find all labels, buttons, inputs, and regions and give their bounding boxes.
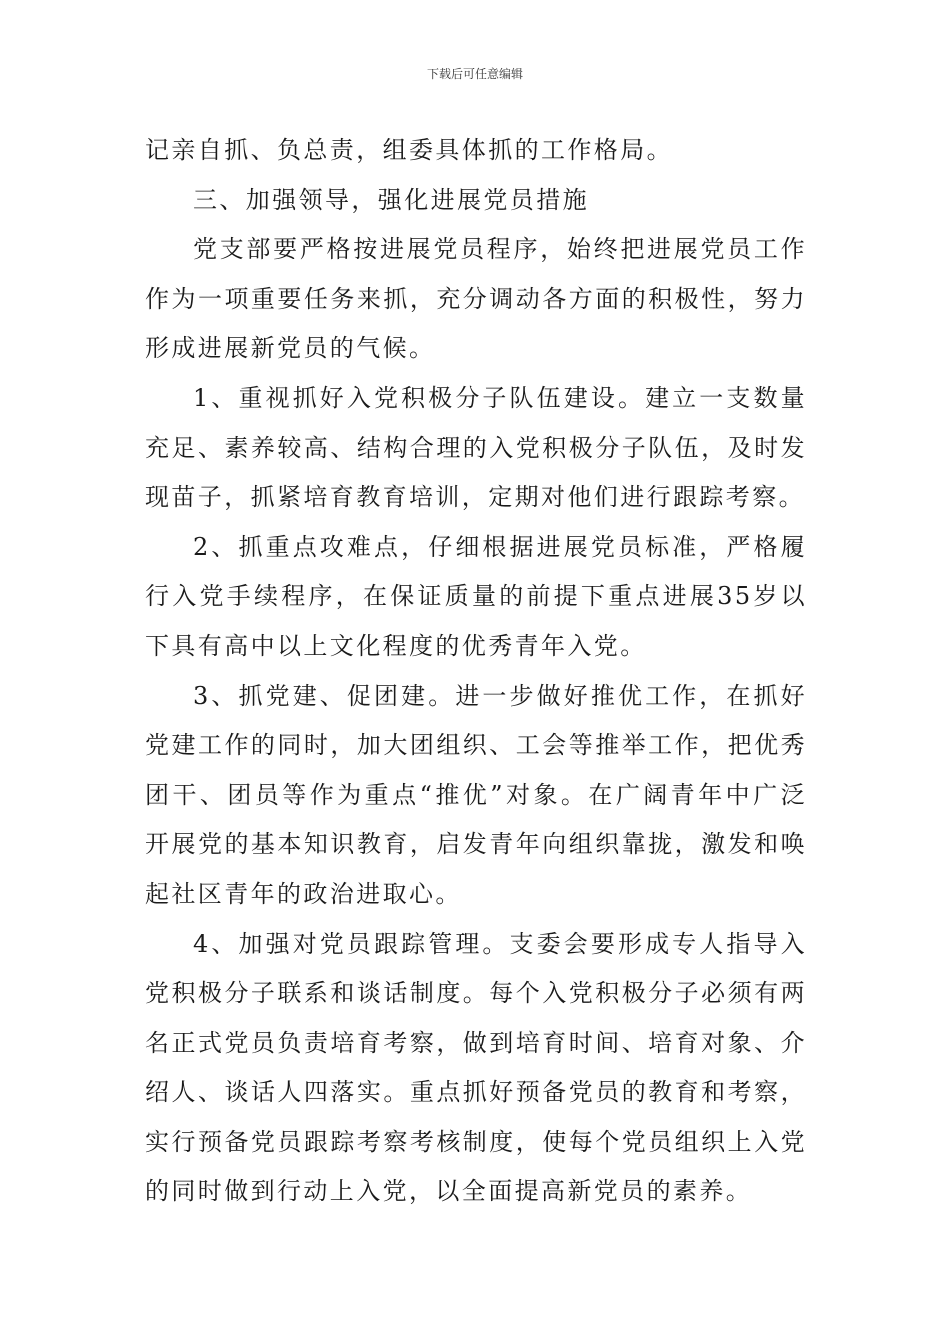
document-body [145,126,807,1217]
paragraph-intro: 党支部要严格按进展党员程序，始终把进展党员工作作为一项重要任务来抓，充分调动各方面的积极性，努力形成进展新党员的气候。 [145,235,807,363]
paragraph-item-1: 1、重视抓好入党积极分子队伍建设。建立一支数量充足、素养较高、结构合理的入党积极分子队伍，及时发现苗子，抓紧培育教育培训，定期对他们进行跟踪考察。 [145,383,807,512]
paragraph-continuation: 记亲自抓、负总责，组委具体抓的工作格局。 [145,136,673,164]
paragraph-item-2: 2、抓重点攻难点，仔细根据进展党员标准，严格履行入党手续程序，在保证质量的前提下重点进展35岁以下具有高中以上文化程度的优秀青年入党。 [145,532,807,660]
paragraph-item-4: 4、加强对党员跟踪管理。支委会要形成专人指导入党积极分子联系和谈话制度。每个入党积极分子必须有两名正式党员负责培育考察，做到培育时间、培育对象、介绍人、谈话人四落实。重点抓好预备党员的教育和考察，实行预备党员跟踪考察考核制度，使每个党员组织上入党的同时做到行动上入党，以全面提高新党员的素养。 [145,929,807,1206]
section-heading: 三、加强领导，强化进展党员措施 [193,185,589,214]
page-header-note: 下载后可任意编辑 [426,67,523,81]
paragraph-item-3: 3、抓党建、促团建。进一步做好推优工作，在抓好党建工作的同时，加大团组织、工会等推举工作，把优秀团干、团员等作为重点“推优”对象。在广阔青年中广泛开展党的基本知识教育，启发青年向组织靠拢，激发和唤起社区青年的政治进取心。 [145,681,807,908]
